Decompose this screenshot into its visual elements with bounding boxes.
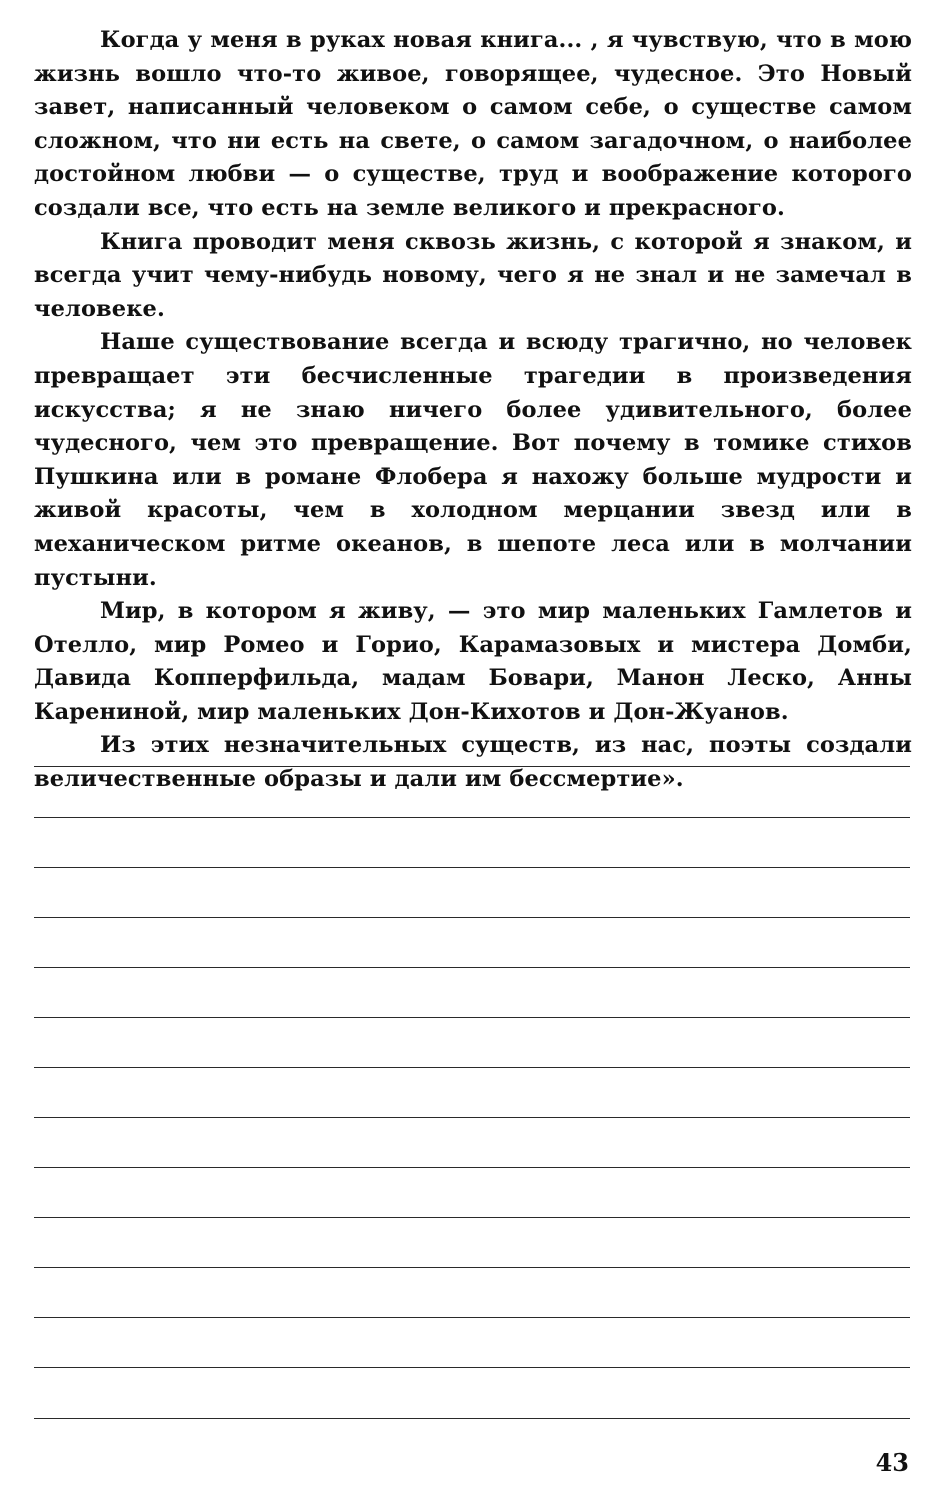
answer-line	[34, 1418, 910, 1419]
answer-line	[34, 1167, 910, 1168]
answer-line	[34, 1367, 910, 1368]
answer-line	[34, 1117, 910, 1118]
answer-line	[34, 867, 910, 868]
answer-line	[34, 1317, 910, 1318]
page-number: 43	[875, 1448, 909, 1477]
answer-line	[34, 967, 910, 968]
paragraph-5: Из этих незначительных существ, из нас, поэты создали величественные образы и дали им бессмертие».	[34, 732, 912, 793]
answer-line	[34, 1017, 910, 1018]
paragraph-1: Когда у меня в руках новая книга... , я чувствую, что в мою жизнь вошло что-то живое, говорящее, чудесное. Это Новый завет, написанный человеком о самом себе, о существе самом сложном, что ни есть на свете, о самом загадочном, о наиболее достойном любви — о существе, труд и воображение которого создали все, что есть на земле великого и прекрасного.	[34, 27, 912, 221]
answer-line	[34, 766, 910, 767]
answer-line	[34, 1067, 910, 1068]
answer-line	[34, 817, 910, 818]
paragraph-2: Книга проводит меня сквозь жизнь, с которой я знаком, и всегда учит чему-нибудь новому, чего я не знал и не замечал в человеке.	[34, 228, 912, 322]
paragraph-4: Мир, в котором я живу, — это мир маленьких Гамлетов и Отелло, мир Ромео и Горио, Карамазовых и мистера Домби, Давида Копперфильда, мадам Бовари, Манон Леско, Анны Карениной, мир маленьких Дон-Кихотов и Дон-Жуанов.	[34, 598, 912, 725]
answer-lines	[34, 0, 910, 1506]
answer-line	[34, 1217, 910, 1218]
answer-line	[34, 917, 910, 918]
paragraph-3: Наше существование всегда и всюду трагично, но человек превращает эти бесчисленные трагедии в произведения искусства; я не знаю ничего более удивительного, более чудесного, чем это превращение. Вот почему в томике стихов Пушкина или в романе Флобера я нахожу больше мудрости и живой красоты, чем в холодном мерцании звезд или в механическом ритме океанов, в шепоте леса или в молчании пустыни.	[34, 329, 912, 591]
answer-line	[34, 1267, 910, 1268]
